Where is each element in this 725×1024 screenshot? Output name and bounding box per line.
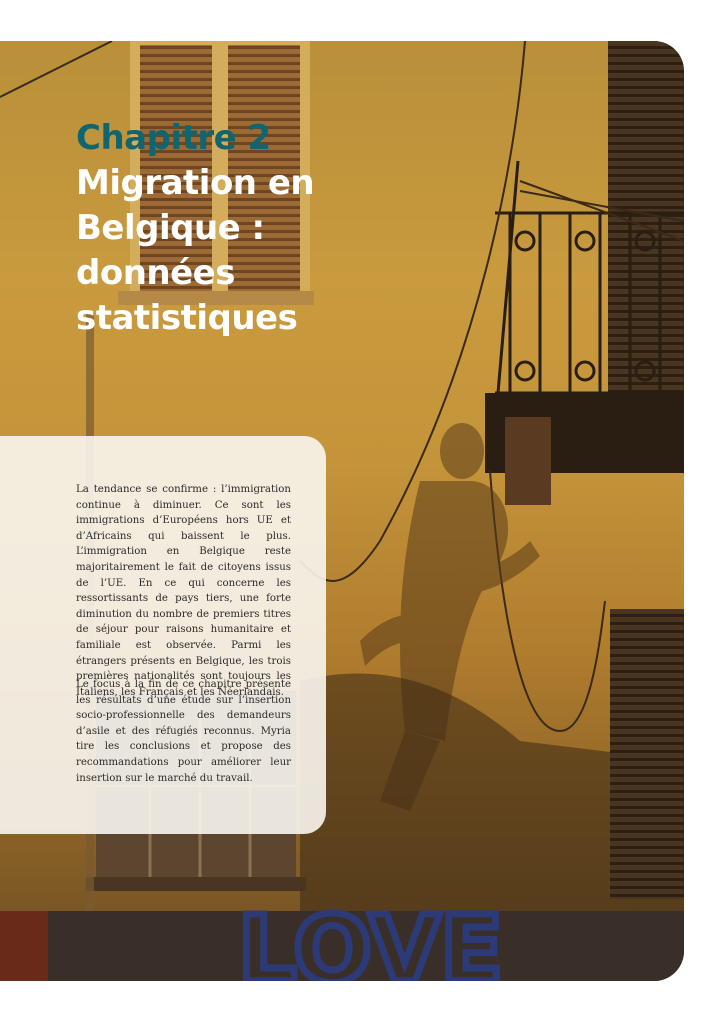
lower-right-shutter bbox=[610, 609, 684, 899]
balcony-bracket bbox=[505, 417, 551, 505]
chapter-title: Migration en Belgique : données statistiques bbox=[76, 163, 315, 338]
chapter-label: Chapitre 2 bbox=[76, 118, 271, 158]
intro-paragraph-2: Le focus à la fin de ce chapitre présente les résultats d’une étude sur l’insertion socio-professionnelle des demandeurs d’asile et des réfugiés reconnus. Myria tire les conclusions et propose des recommandations pour améliorer leur insertion sur le marché du travail. bbox=[76, 679, 291, 784]
intro-paragraph-1: La tendance se confirme : l’immigration continue à diminuer. Ce sont les immigrations d’Européens hors UE et d’Africains qui baissent le plus. L’immigration en Belgique reste majoritairement le fait de citoyens issus de l’UE. En ce qui concerne les ressortissants de pays tiers, une forte diminution du nombre de premiers titres de séjour pour raisons humanitaire et familiale est observée. Parmi les étrangers présents en Belgique, les trois premières nationalités sont toujours les Italiens, les Français et les Néerlandais. bbox=[76, 484, 291, 698]
chapter-heading bbox=[76, 116, 376, 341]
right-shutter-upper bbox=[608, 41, 684, 401]
lower-window-sill bbox=[86, 877, 306, 891]
door-corner bbox=[0, 911, 48, 981]
graffiti: LOVE bbox=[238, 896, 504, 981]
